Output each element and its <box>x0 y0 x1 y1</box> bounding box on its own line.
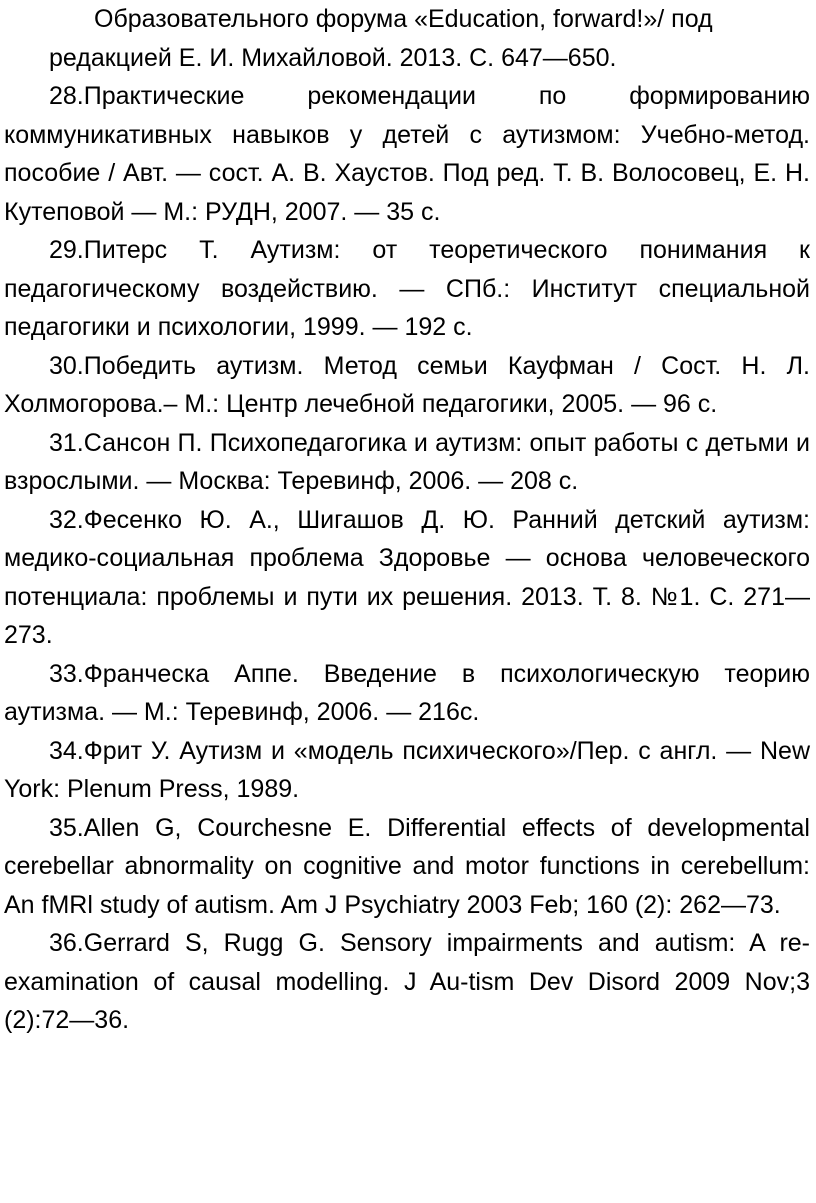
reference-item-33 <box>4 655 810 732</box>
reference-text: Allen G, Courchesne E. Differential effects of developmental cerebellar abnormality on cognitive and motor functions in cerebellum: An fMRl study of autism. Am J Psychiatry 2003 Feb; 160 (2): 262—73. <box>4 813 810 919</box>
reference-item-28 <box>4 77 810 231</box>
reference-text: Gerrard S, Rugg G. Sensory impairments and autism: A re-examination of causal modelling. J Au-tism Dev Disord 2009 Nov;3 (2):72—36. <box>4 929 810 1034</box>
reference-number: 33. <box>49 659 84 688</box>
reference-number: 36. <box>49 929 84 957</box>
reference-item-31 <box>4 424 810 501</box>
reference-item-29 <box>4 231 810 347</box>
continuation-line-1: Образовательного форума «Education, forward!»/ под <box>94 5 713 33</box>
reference-text: Сансон П. Психопедагогика и аутизм: опыт работы с детьми и взрослыми. — Москва: Теревинф, 2006. — 208 с. <box>4 428 810 495</box>
reference-item-34 <box>4 732 810 809</box>
reference-number: 28. <box>49 82 84 110</box>
reference-number: 32. <box>49 505 84 534</box>
reference-number: 35. <box>49 813 84 842</box>
reference-text: Практические рекомендации по формированию коммуникативных навыков у детей с аутизмом: Учебно-метод. пособие / Авт. — сост. А. В. Хаустов. Под ред. Т. В. Волосовец, Е. Н. Кутеповой — М.: РУДН, 2007. — 35 с. <box>4 82 810 226</box>
reference-text: Франческа Аппе. Введение в психологическую теорию аутизма. — М.: Теревинф, 2006. — 216с. <box>4 659 810 726</box>
reference-item-30 <box>4 347 810 424</box>
reference-item-32 <box>4 501 810 655</box>
reference-item-35 <box>4 809 810 925</box>
reference-text: Победить аутизм. Метод семьи Кауфман / Сост. Н. Л. Холмогорова.– М.: Центр лечебной педагогики, 2005. — 96 с. <box>4 351 810 418</box>
reference-number: 31. <box>49 428 84 457</box>
continuation-line-2: редакцией Е. И. Михайловой. 2013. С. 647—650. <box>49 43 617 72</box>
reference-text: Фесенко Ю. А., Шигашов Д. Ю. Ранний детский аутизм: медико-социальная проблема Здоровье — основа человеческого потенциала: проблемы и пути их решения. 2013. Т. 8. №1. С. 271—273. <box>4 505 810 649</box>
reference-number: 30. <box>49 351 84 380</box>
reference-text: Фрит У. Аутизм и «модель психического»/Пер. с англ. — New York: Plenum Press, 1989. <box>4 736 810 803</box>
reference-continuation <box>4 0 810 77</box>
reference-text: Питерс Т. Аутизм: от теоретического понимания к педагогическому воздействию. — СПб.: Институт специальной педагогики и психологии, 1999. — 192 с. <box>4 236 810 341</box>
reference-number: 29. <box>49 236 84 264</box>
reference-item-36 <box>4 924 810 1040</box>
reference-number: 34. <box>49 736 84 765</box>
